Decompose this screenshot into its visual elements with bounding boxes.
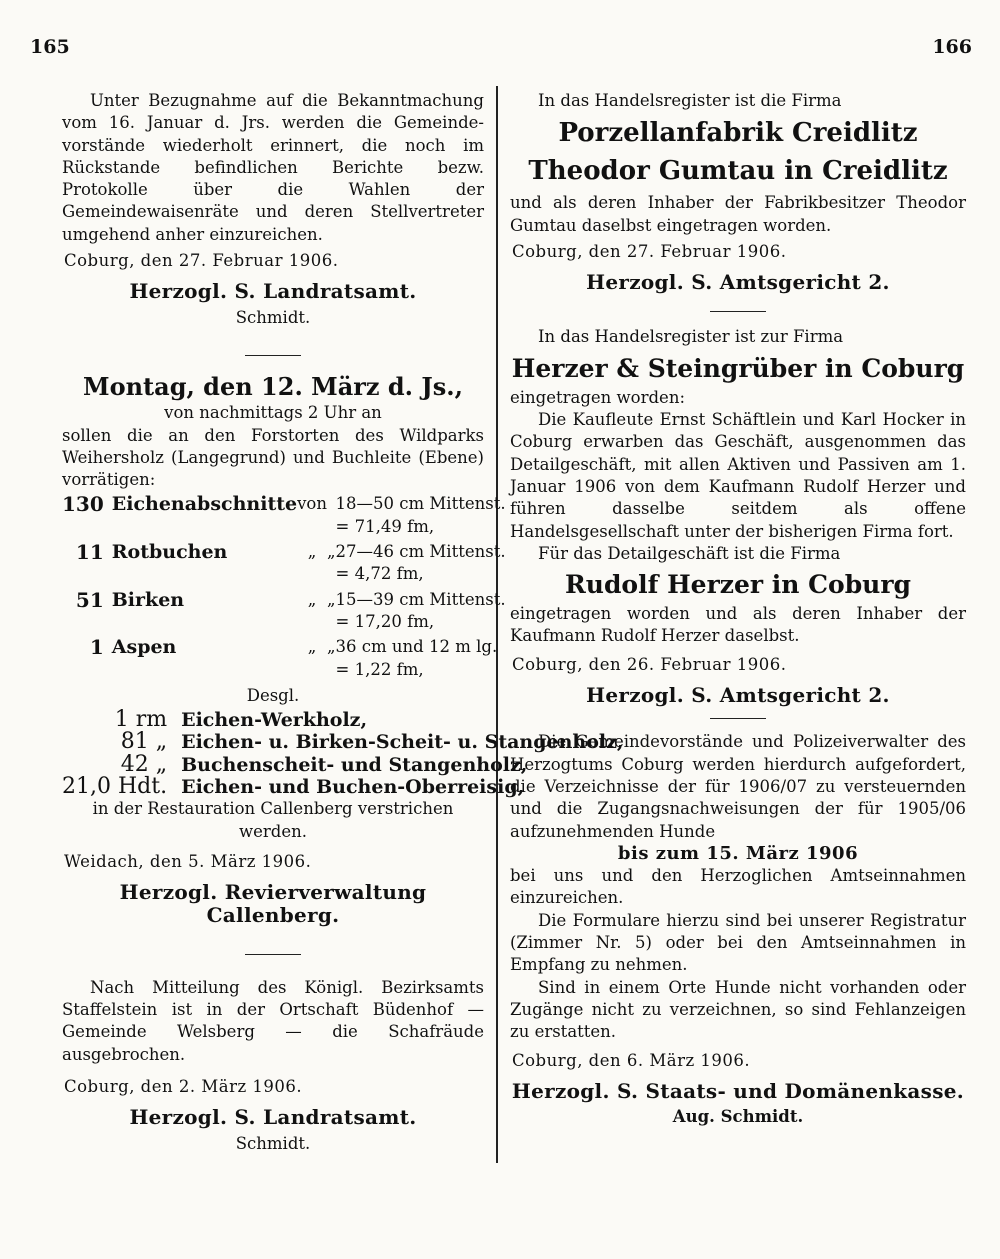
timber-volume: = 71,49 fm, <box>335 516 435 536</box>
notice-text: Unter Bezugnahme auf die Bekanntmachung vom 16. Januar d. Jrs. werden die Gemeinde-vorstände wiederholt erinnert, die noch im Rückstande befindlichen Berichte bezw. Protokolle über die Wahlen der Gemeindewaisenräte und deren Stellvertreter umgehend anher einzureichen. <box>62 91 484 244</box>
notice-signature: Schmidt. <box>235 1133 311 1153</box>
page-number-left: 165 <box>30 36 70 58</box>
auction-date-heading: Montag, den 12. März d. Js., <box>83 371 463 401</box>
notice-place-date: Coburg, den 2. März 1906. <box>64 1076 303 1096</box>
notice-text: und als deren Inhaber der Fabrikbesitzer Theodor Gumtau daselbst eingetragen worden. <box>510 193 966 235</box>
timber-count: 130 <box>62 492 104 517</box>
notice-authority: Herzogl. S. Staats- und Domänenkasse. <box>511 1078 965 1103</box>
page-number-right: 166 <box>932 36 972 58</box>
firewood-type: Eichen- u. Birken-Scheit- u. Stangenholz, <box>181 731 624 754</box>
notice-authority: Herzogl. S. Landratsamt. <box>129 279 417 304</box>
ditto-mark: von <box>297 494 327 514</box>
desgl-label: Desgl. <box>246 685 300 705</box>
notice-place-date: Coburg, den 26. Februar 1906. <box>512 654 787 674</box>
firewood-type: Eichen- und Buchen-Oberreisig, <box>181 776 525 799</box>
firewood-type: Eichen-Werkholz, <box>181 709 368 732</box>
notice-authority: Herzogl. S. Landratsamt. <box>129 1105 417 1130</box>
firewood-qty: 81 „ <box>120 729 168 755</box>
ditto-mark: „ <box>326 589 336 609</box>
ditto-mark: „ <box>307 542 317 562</box>
timber-count: 51 <box>75 587 104 612</box>
notice-text: bei uns und den Herzoglichen Amtseinnahmen einzureichen. <box>510 866 966 908</box>
separator <box>245 954 301 955</box>
timber-row <box>62 633 506 658</box>
timber-volume: = 1,22 fm, <box>335 659 424 679</box>
timber-row <box>62 493 506 515</box>
notice-text: eingetragen worden: <box>510 387 686 407</box>
deadline-line: bis zum 15. März 1906 <box>617 842 859 864</box>
separator <box>710 311 766 312</box>
right-column <box>510 90 966 1128</box>
notice-text: eingetragen worden und als deren Inhaber der Kaufmann Rudolf Herzer daselbst. <box>510 604 966 646</box>
separator <box>710 718 766 719</box>
notice-text: Die Formulare hierzu sind bei unserer Registratur (Zimmer Nr. 5) oder bei den Amtseinnahmen in Empfang zu nehmen. <box>510 910 966 975</box>
timber-count: 11 <box>75 540 104 565</box>
timber-type: Aspen <box>111 636 177 659</box>
notice-authority: Herzogl. S. Amtsgericht 2. <box>586 683 890 708</box>
separator <box>245 355 301 356</box>
ditto-mark: „ <box>307 637 317 657</box>
timber-type: Eichenabschnitte <box>111 493 298 516</box>
notice-authority: Herzogl. Revierverwaltung Callenberg. <box>119 880 427 927</box>
firm-name: Theodor Gumtau in Creidlitz <box>528 156 948 187</box>
firm-name: Rudolf Herzer in Coburg <box>565 570 911 600</box>
timber-row <box>62 538 506 563</box>
timber-spec: 36 cm und 12 m lg. <box>335 637 498 657</box>
notice-place-date: Coburg, den 6. März 1906. <box>512 1050 751 1070</box>
ditto-mark: „ <box>326 542 336 562</box>
timber-spec: 27—46 cm Mittenst. <box>335 542 506 562</box>
notice-place-date: Coburg, den 27. Februar 1906. <box>512 241 787 261</box>
notice-signature: Schmidt. <box>235 307 311 327</box>
firewood-qty: 21,0 Hdt. <box>62 774 168 800</box>
ditto-mark <box>327 493 336 515</box>
notice-signature: Aug. Schmidt. <box>672 1107 804 1127</box>
timber-type: Rotbuchen <box>111 541 228 564</box>
timber-count: 1 <box>89 635 104 660</box>
firewood-qty: 1 rm <box>114 707 168 733</box>
notice-text: Nach Mitteilung des Königl. Bezirksamts Staffelstein ist in der Ortschaft Büdenhof — Gemeinde Welsberg — die Schafräude ausgebrochen. <box>62 977 484 1064</box>
register-intro: In das Handelsregister ist die Firma <box>538 91 842 110</box>
notice-authority: Herzogl. S. Amtsgericht 2. <box>586 270 890 295</box>
notice-text: Für das Detailgeschäft ist die Firma <box>538 543 841 563</box>
timber-table <box>62 493 506 680</box>
timber-spec: 15—39 cm Mittenst. <box>335 589 506 609</box>
auction-time: von nachmittags 2 Uhr an <box>164 403 382 423</box>
notice-text: Die Kaufleute Ernst Schäftlein und Karl Hocker in Coburg erwarben das Geschäft, ausgenommen das Detailgeschäft, mit allen Aktiven und Passiven am 1. Januar 1906 von dem Kaufmann Rudolf Herzer und führen dasselbe seitdem als offene Handelsgesellschaft unter der bisherigen Firma fort. <box>510 410 966 541</box>
timber-row <box>62 586 506 611</box>
firm-name: Porzellanfabrik Creidlitz <box>558 118 918 149</box>
notice-place-date: Coburg, den 27. Februar 1906. <box>64 251 339 271</box>
notice-place-date: Weidach, den 5. März 1906. <box>64 851 312 871</box>
timber-volume: = 17,20 fm, <box>335 611 435 631</box>
firewood-qty: 42 „ <box>120 751 168 777</box>
notice-text: Die Gemeindevorstände und Polizeiverwalter des Herzogtums Coburg werden hierdurch aufgefordert, die Verzeichnisse der für 1906/07 zu versteuernden und die Zugangsnachweisungen der für 1905/06 aufzunehmenden Hunde <box>510 732 966 841</box>
ditto-mark: „ <box>307 589 317 609</box>
firm-name: Herzer & Steingrüber in Coburg <box>511 353 965 383</box>
notice-text: Sind in einem Orte Hunde nicht vorhanden oder Zugänge nicht zu verzeichnen, so sind Fehlanzeigen zu erstatten. <box>510 977 966 1042</box>
firewood-type: Buchenscheit- und Stangenholz, <box>181 753 528 776</box>
timber-spec: 18—50 cm Mittenst. <box>335 494 506 514</box>
auction-intro: sollen die an den Forstorten des Wildparks Weihersholz (Langegrund) und Buchleite (Ebene) vorrätigen: <box>62 425 484 490</box>
register-intro: In das Handelsregister ist zur Firma <box>538 327 844 347</box>
ditto-mark: „ <box>326 637 336 657</box>
timber-volume: = 4,72 fm, <box>335 564 424 584</box>
auction-closing: in der Restauration Callenberg verstrichen werden. <box>92 799 454 841</box>
timber-type: Birken <box>111 588 185 611</box>
